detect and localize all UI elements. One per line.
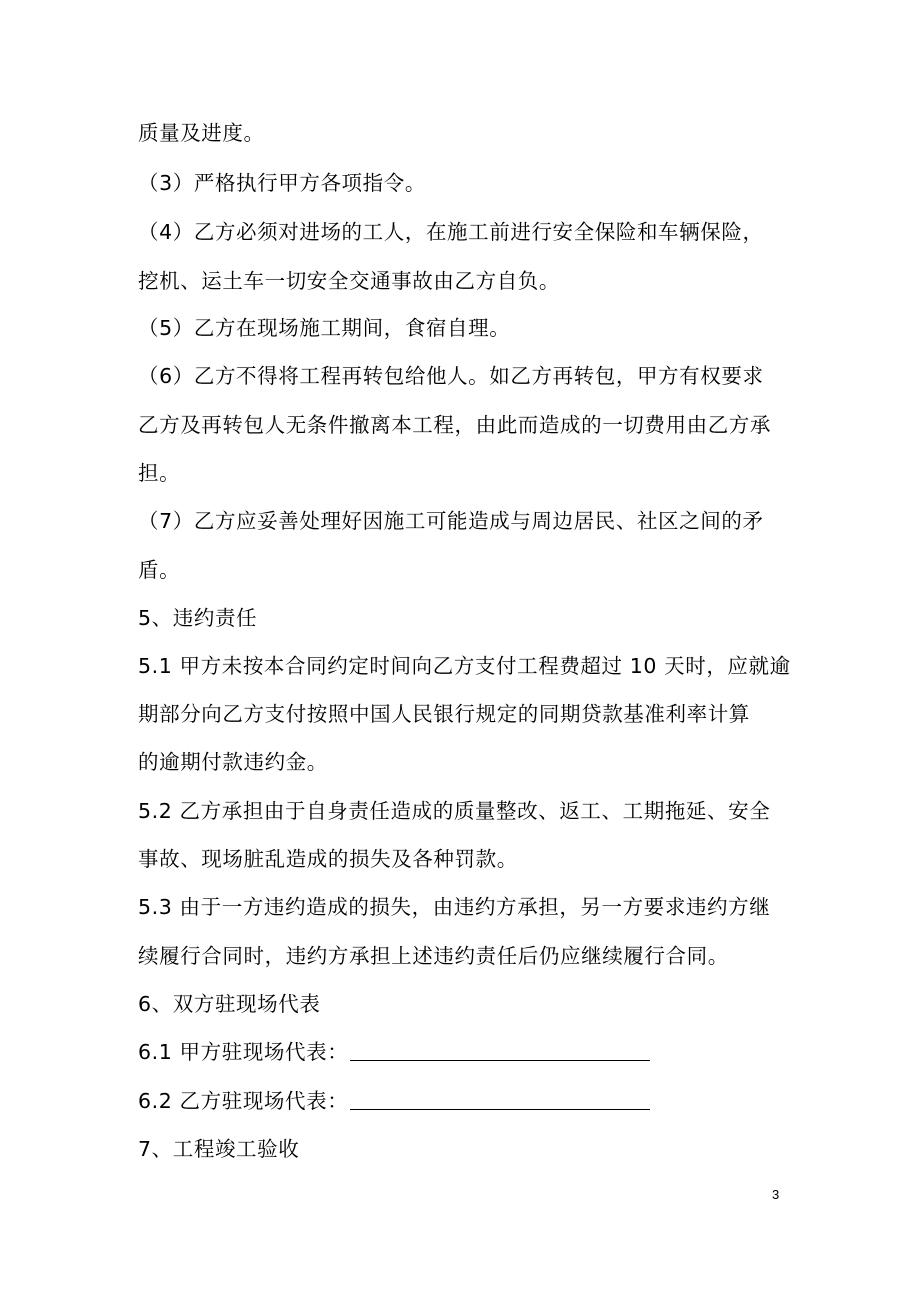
party-b-representative-line <box>138 1085 650 1117</box>
party-b-representative-label: 6.2 乙方驻现场代表： <box>138 1089 349 1113</box>
party-b-representative-blank <box>350 1087 650 1110</box>
text-line: 担。 <box>138 461 181 485</box>
text-line: 5.2 乙方承担由于自身责任造成的质量整改、返工、工期拖延、安全 <box>138 799 771 823</box>
text-line: 5.1 甲方未按本合同约定时间向乙方支付工程费超过 10 天时，应就逾 <box>138 654 791 678</box>
text-line: （3）严格执行甲方各项指令。 <box>138 171 426 195</box>
section-heading: 5、违约责任 <box>138 606 258 630</box>
text-line: 续履行合同时，违约方承担上述违约责任后仍应继续履行合同。 <box>138 944 729 968</box>
text-line: 挖机、运土车一切安全交通事故由乙方自负。 <box>138 269 560 293</box>
party-a-representative-line <box>138 1036 650 1068</box>
party-a-representative-blank <box>350 1038 650 1061</box>
text-line: （5）乙方在现场施工期间，食宿自理。 <box>138 316 511 340</box>
section-heading: 7、工程竣工验收 <box>138 1137 300 1161</box>
text-line: 的逾期付款违约金。 <box>138 750 328 774</box>
text-line: 期部分向乙方支付按照中国人民银行规定的同期贷款基准利率计算 <box>138 702 750 726</box>
text-line: （4）乙方必须对进场的工人，在施工前进行安全保险和车辆保险， <box>138 220 764 244</box>
section-heading: 6、双方驻现场代表 <box>138 992 321 1016</box>
text-line: （7）乙方应妥善处理好因施工可能造成与周边居民、社区之间的矛 <box>138 509 764 533</box>
text-line: （6）乙方不得将工程再转包给他人。如乙方再转包，甲方有权要求 <box>138 364 764 388</box>
text-line: 质量及进度。 <box>138 121 265 145</box>
party-a-representative-label: 6.1 甲方驻现场代表： <box>138 1040 349 1064</box>
text-line: 5.3 由于一方违约造成的损失，由违约方承担，另一方要求违约方继 <box>138 895 771 919</box>
text-line: 盾。 <box>138 558 181 582</box>
text-line: 乙方及再转包人无条件撤离本工程，由此而造成的一切费用由乙方承 <box>138 413 771 437</box>
text-line: 事故、现场脏乱造成的损失及各种罚款。 <box>138 847 518 871</box>
page-number: 3 <box>772 1187 780 1202</box>
